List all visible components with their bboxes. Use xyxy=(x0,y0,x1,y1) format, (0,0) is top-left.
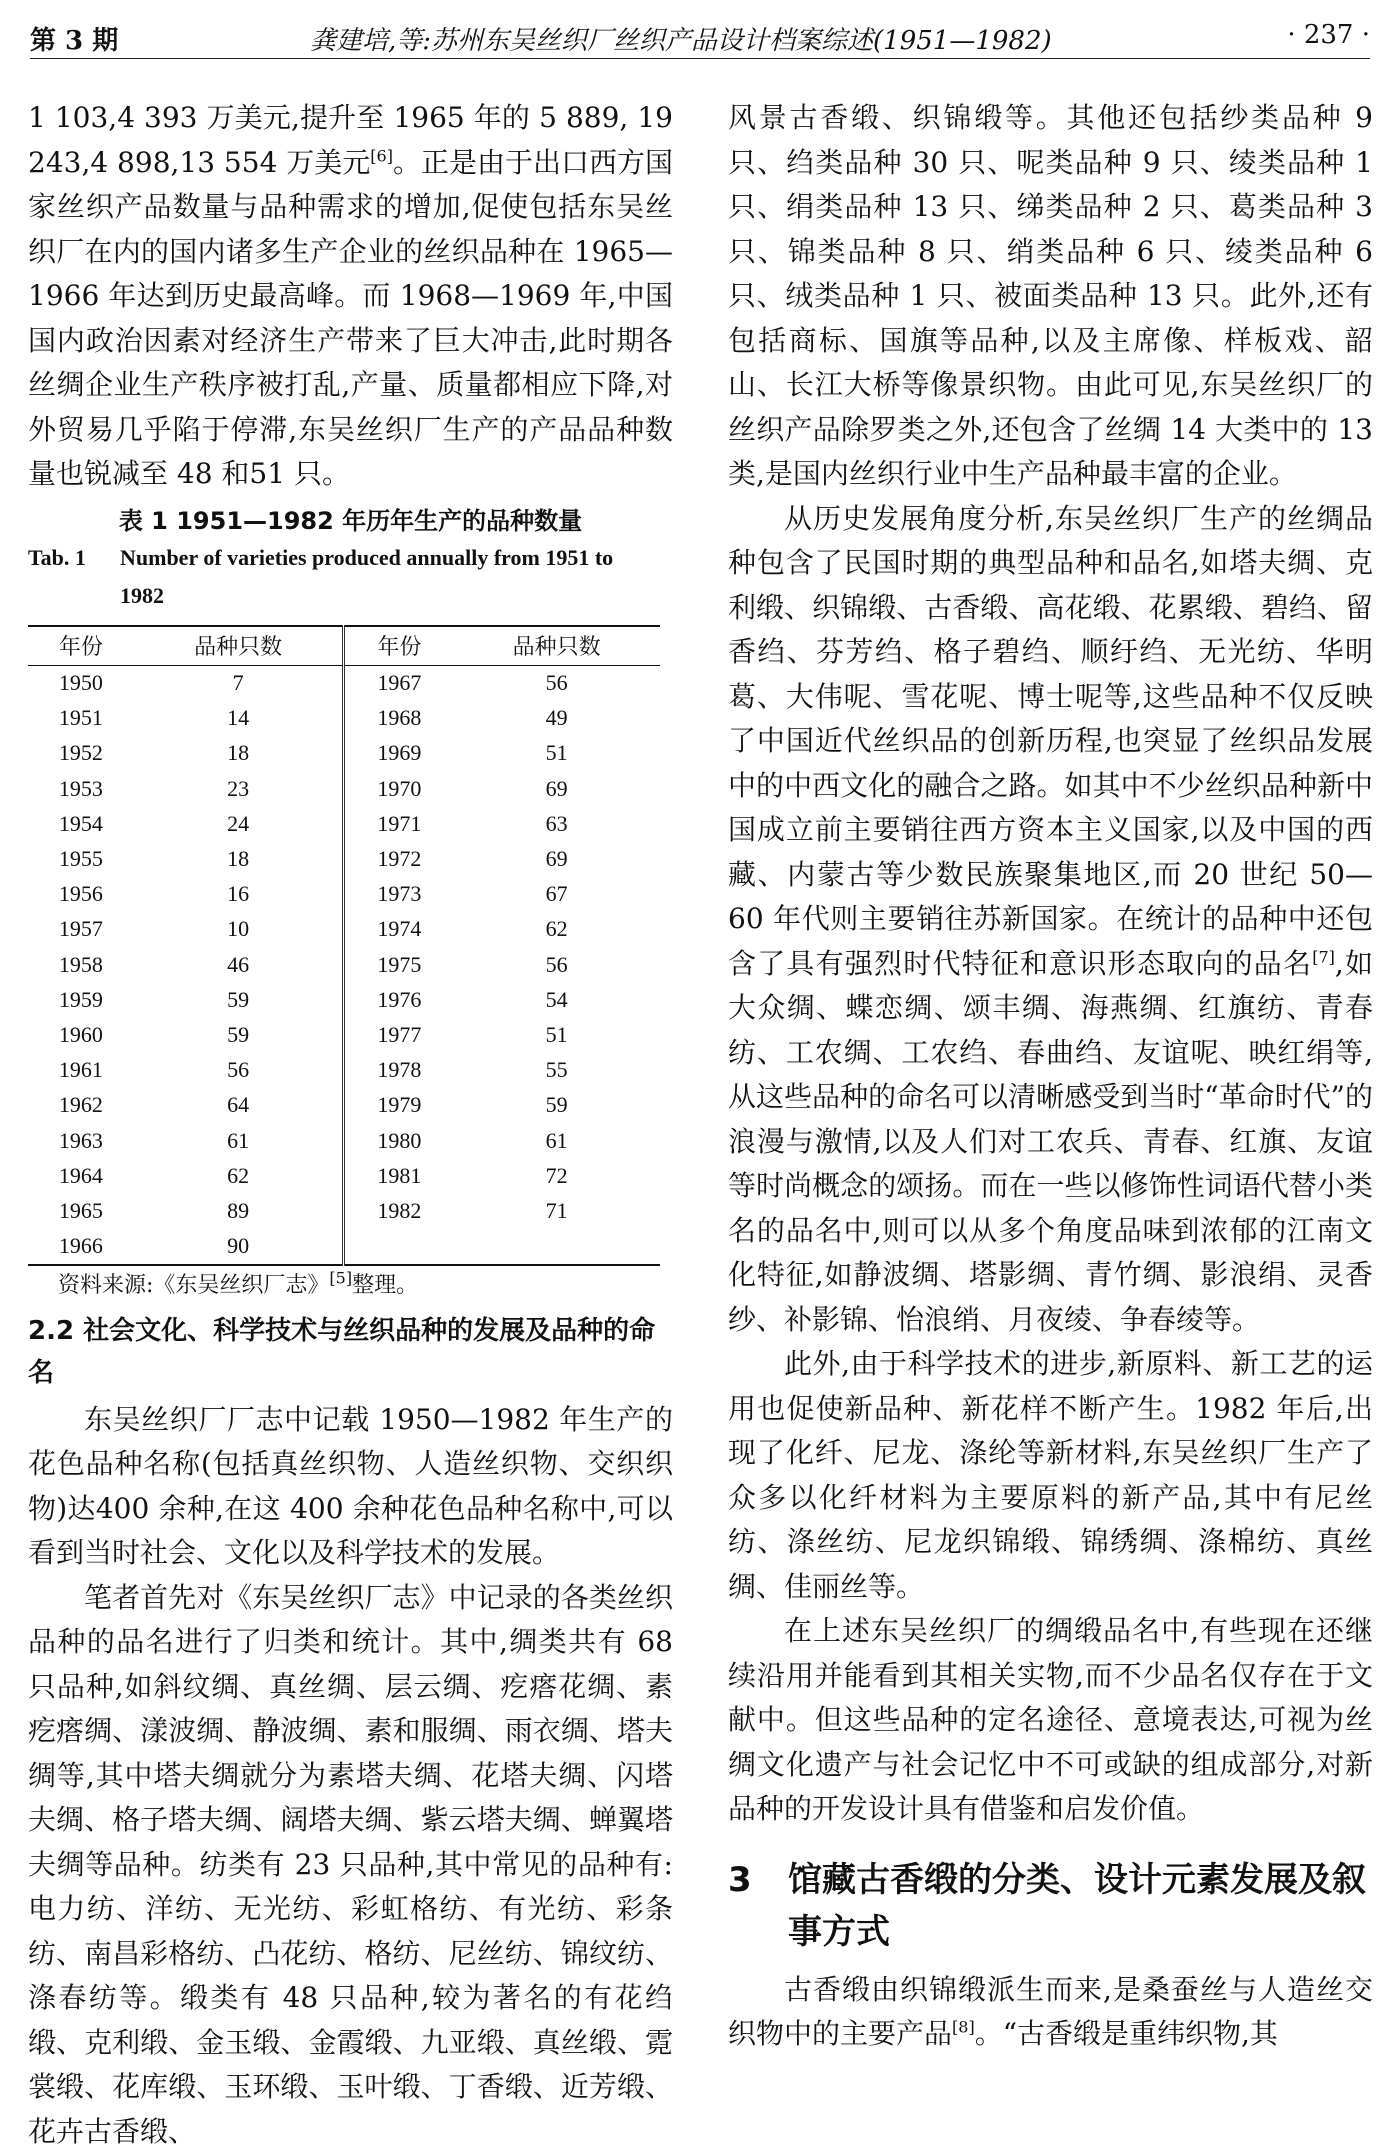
count-cell: 90 xyxy=(134,1229,344,1265)
page-number: · 237 · xyxy=(1287,20,1370,50)
year-cell: 1951 xyxy=(58,705,103,731)
count-cell xyxy=(453,1229,660,1265)
table-row xyxy=(28,1123,660,1158)
table-header-year: 年份 xyxy=(28,626,134,666)
count-cell: 67 xyxy=(545,881,568,907)
year-cell: 1955 xyxy=(58,846,103,872)
year-cell: 1962 xyxy=(58,1092,103,1118)
year-cell: 1965 xyxy=(58,1197,103,1223)
count-cell: 16 xyxy=(134,877,344,912)
year-cell: 1977 xyxy=(377,1021,422,1047)
count-cell: 59 xyxy=(545,1092,568,1118)
year-cell: 1956 xyxy=(58,881,103,907)
count-cell: 56 xyxy=(134,1053,344,1088)
count-cell: 51 xyxy=(545,1021,568,1047)
year-cell: 1966 xyxy=(28,1229,134,1265)
count-cell: 10 xyxy=(134,912,344,947)
year-cell: 1968 xyxy=(377,705,422,731)
body-paragraph: 此外,由于科学技术的进步,新原料、新工艺的运用也促使新品种、新花样不断产生。1982 年后,出现了化纤、尼龙、涤纶等新材料,东吴丝织厂生产了众多以化纤材料为主要原料的新产品,其中有尼丝纺、涤丝纺、尼龙织锦缎、锦绣绸、涤棉纺、真丝绸、佳丽丝等。 xyxy=(728,1347,1373,1603)
count-cell: 7 xyxy=(134,665,344,701)
count-cell: 56 xyxy=(545,951,568,977)
count-cell: 49 xyxy=(545,705,568,731)
count-cell: 61 xyxy=(545,1127,568,1153)
table-caption-cn: 表 1 1951—1982 年历年生产的品种数量 xyxy=(118,506,583,535)
year-cell: 1982 xyxy=(377,1197,422,1223)
table-row xyxy=(28,912,660,947)
table-header-year: 年份 xyxy=(344,626,453,666)
count-cell: 62 xyxy=(134,1158,344,1193)
table-row xyxy=(28,736,660,771)
citation[interactable]: [7] xyxy=(1312,947,1335,967)
count-cell: 51 xyxy=(545,740,568,766)
table-row xyxy=(28,701,660,736)
body-paragraph: 在上述东吴丝织厂的绸缎品名中,有些现在还继续沿用并能看到其相关实物,而不少品名仅存在于文献中。但这些品种的定名途径、意境表达,可视为丝绸文化遗产与社会记忆中不可或缺的组成部分,对新品种的开发设计具有借鉴和启发价值。 xyxy=(728,1614,1373,1825)
table-row xyxy=(28,806,660,841)
table-row xyxy=(28,1229,660,1265)
table-row xyxy=(28,1088,660,1123)
year-cell: 1952 xyxy=(58,740,103,766)
count-cell: 14 xyxy=(134,701,344,736)
body-paragraph: 1 103,4 393 万美元,提升至 1965 年的 5 889, 19 243,4 898,13 554 万美元[6]。正是由于出口西方国家丝织产品数量与品种需求的增加,促使包括东吴丝织厂在内的国内诸多生产企业的丝织品种在 1965—1966 年达到历史最高峰。而 1968—1969 年,中国国内政治因素对经济生产带来了巨大冲击,此时期各丝绸企业生产秩序被打乱,产量、质量都相应下降,对外贸易几乎陷于停滞,东吴丝织厂生产的产品品种数量也锐减至 48 和51 只。 xyxy=(28,101,673,490)
year-cell: 1978 xyxy=(377,1057,422,1083)
table-row xyxy=(28,1158,660,1193)
year-cell: 1954 xyxy=(58,810,103,836)
year-cell: 1970 xyxy=(377,775,422,801)
count-cell: 71 xyxy=(545,1197,568,1223)
count-cell: 24 xyxy=(134,806,344,841)
table-header-count: 品种只数 xyxy=(134,626,344,666)
right-column xyxy=(728,96,1373,2057)
section-heading-2-2: 2.2 社会文化、科学技术与丝织品种的发展及品种的命名 xyxy=(28,1315,656,1388)
table-row xyxy=(28,841,660,876)
issue-number: 第 3 期 xyxy=(30,26,119,56)
year-cell: 1964 xyxy=(58,1162,103,1188)
citation[interactable]: [8] xyxy=(952,2017,975,2037)
year-cell: 1961 xyxy=(58,1057,103,1083)
year-cell: 1975 xyxy=(377,951,422,977)
citation[interactable]: [5] xyxy=(329,1268,353,1288)
year-cell: 1976 xyxy=(377,986,422,1012)
year-cell: 1953 xyxy=(58,775,103,801)
year-cell xyxy=(344,1229,453,1265)
count-cell: 62 xyxy=(545,916,568,942)
count-cell: 89 xyxy=(134,1193,344,1228)
year-cell: 1971 xyxy=(377,810,422,836)
year-cell: 1969 xyxy=(377,740,422,766)
year-cell: 1973 xyxy=(377,881,422,907)
count-cell: 56 xyxy=(545,670,568,696)
year-cell: 1967 xyxy=(377,670,422,696)
count-cell: 46 xyxy=(134,947,344,982)
table-row xyxy=(28,1193,660,1228)
table-source-note: 资料来源:《东吴丝织厂志》[5]整理。 xyxy=(58,1268,419,1298)
count-cell: 59 xyxy=(134,982,344,1017)
year-cell: 1972 xyxy=(377,846,422,872)
body-paragraph: 从历史发展角度分析,东吴丝织厂生产的丝绸品种包含了民国时期的典型品种和品名,如塔夫绸、克利缎、织锦缎、古香缎、高花缎、花累缎、碧绉、留香绉、芬芳绉、格子碧绉、顺纡绉、无光纺、华明葛、大伟呢、雪花呢、博士呢等,这些品种不仅反映了中国近代丝织品的创新历程,也突显了丝织品发展中的中西文化的融合之路。如其中不少丝织品种新中国成立前主要销往西方资本主义国家,以及中国的西藏、内蒙古等少数民族聚集地区,而 20 世纪 50—60 年代则主要销往苏新国家。在统计的品种中还包含了具有强烈时代特征和意识形态取向的品名[7],如大众绸、蝶恋绸、颂丰绸、海燕绸、红旗纺、青春纺、工农绸、工农绉、春曲绉、友谊呢、映红绢等,从这些品种的命名可以清晰感受到当时“革命时代”的浪漫与激情,以及人们对工农兵、青春、红旗、友谊等时尚概念的颂扬。而在一些以修饰性词语代替小类名的品名中,则可以从多个角度品味到浓郁的江南文化特征,如静波绸、塔影绸、青竹绸、影浪绢、灵香纱、补影锦、怡浪绡、月夜绫、争春绫等。 xyxy=(728,501,1373,1336)
section-heading-3: 3 馆藏古香缎的分类、设计元素发展及叙事方式 xyxy=(728,1859,1366,1952)
running-header xyxy=(30,14,1370,59)
count-cell: 59 xyxy=(134,1017,344,1052)
count-cell: 64 xyxy=(134,1088,344,1123)
count-cell: 23 xyxy=(134,771,344,806)
count-cell: 54 xyxy=(545,986,568,1012)
year-cell: 1980 xyxy=(377,1127,422,1153)
table-row xyxy=(28,771,660,806)
table-row xyxy=(28,982,660,1017)
table-row xyxy=(28,877,660,912)
running-title: 龚建培,等:苏州东吴丝织厂丝织产品设计档案综述(1951—1982) xyxy=(310,26,1052,56)
year-cell: 1963 xyxy=(58,1127,103,1153)
count-cell: 63 xyxy=(545,810,568,836)
table-row xyxy=(28,1053,660,1088)
table-caption-en: Tab. 1 Number of varieties produced annually from 1951 to 1982 xyxy=(28,544,614,608)
count-cell: 72 xyxy=(545,1162,568,1188)
count-cell: 69 xyxy=(545,775,568,801)
year-cell: 1960 xyxy=(58,1021,103,1047)
count-cell: 61 xyxy=(134,1123,344,1158)
year-cell: 1979 xyxy=(377,1092,422,1118)
body-paragraph: 笔者首先对《东吴丝织厂志》中记录的各类丝织品种的品名进行了归类和统计。其中,绸类共有 68 只品种,如斜纹绸、真丝绸、层云绸、疙瘩花绸、素疙瘩绸、漾波绸、静波绸、素和服绸、雨衣绸、塔夫绸等,其中塔夫绸就分为素塔夫绸、花塔夫绸、闪塔夫绸、格子塔夫绸、阔塔夫绸、紫云塔夫绸、蝉翼塔夫绸等品种。纺类有 23 只品种,其中常见的品种有:电力纺、洋纺、无光纺、彩虹格纺、有光纺、彩条纺、南昌彩格纺、凸花纺、格纺、尼丝纺、锦纹纺、涤春纺等。缎类有 48 只品种,较为著名的有花绉缎、克利缎、金玉缎、金霞缎、九亚缎、真丝缎、霓裳缎、花库缎、玉环缎、玉叶缎、丁香缎、近芳缎、花卉古香缎、 xyxy=(28,1580,673,2148)
table-row xyxy=(28,1017,660,1052)
body-paragraph: 东吴丝织厂厂志中记载 1950—1982 年生产的花色品种名称(包括真丝织物、人造丝织物、交织织物)达400 余种,在这 400 余种花色品种名称中,可以看到当时社会、文化以及科学技术的发展。 xyxy=(28,1402,673,1570)
table-row xyxy=(28,947,660,982)
body-paragraph: 古香缎由织锦缎派生而来,是桑蚕丝与人造丝交织物中的主要产品[8]。“古香缎是重纬织物,其 xyxy=(728,1972,1373,2050)
count-cell: 69 xyxy=(545,846,568,872)
year-cell: 1950 xyxy=(58,670,103,696)
year-cell: 1958 xyxy=(58,951,103,977)
year-cell: 1981 xyxy=(377,1162,422,1188)
count-cell: 55 xyxy=(545,1057,568,1083)
count-cell: 18 xyxy=(134,736,344,771)
body-paragraph: 风景古香缎、织锦缎等。其他还包括纱类品种 9 只、绉类品种 30 只、呢类品种 9 只、绫类品种 1 只、绢类品种 13 只、绨类品种 2 只、葛类品种 3 只、锦类品种 8 只、绡类品种 6 只、绫类品种 6 只、绒类品种 1 只、被面类品种 13 只。此外,还有包括商标、国旗等品种,以及主席像、样板戏、韶山、长江大桥等像景织物。由此可见,东吴丝织厂的丝织产品除罗类之外,还包含了丝绸 14 大类中的 13 类,是国内丝织行业中生产品种最丰富的企业。 xyxy=(728,101,1373,490)
year-cell: 1957 xyxy=(58,916,103,942)
table-row xyxy=(28,665,660,701)
count-cell: 18 xyxy=(134,841,344,876)
table-header-count: 品种只数 xyxy=(453,626,660,666)
varieties-table xyxy=(28,625,660,1266)
year-cell: 1959 xyxy=(58,986,103,1012)
citation[interactable]: [6] xyxy=(370,146,393,166)
left-column xyxy=(28,96,673,2154)
year-cell: 1974 xyxy=(377,916,422,942)
